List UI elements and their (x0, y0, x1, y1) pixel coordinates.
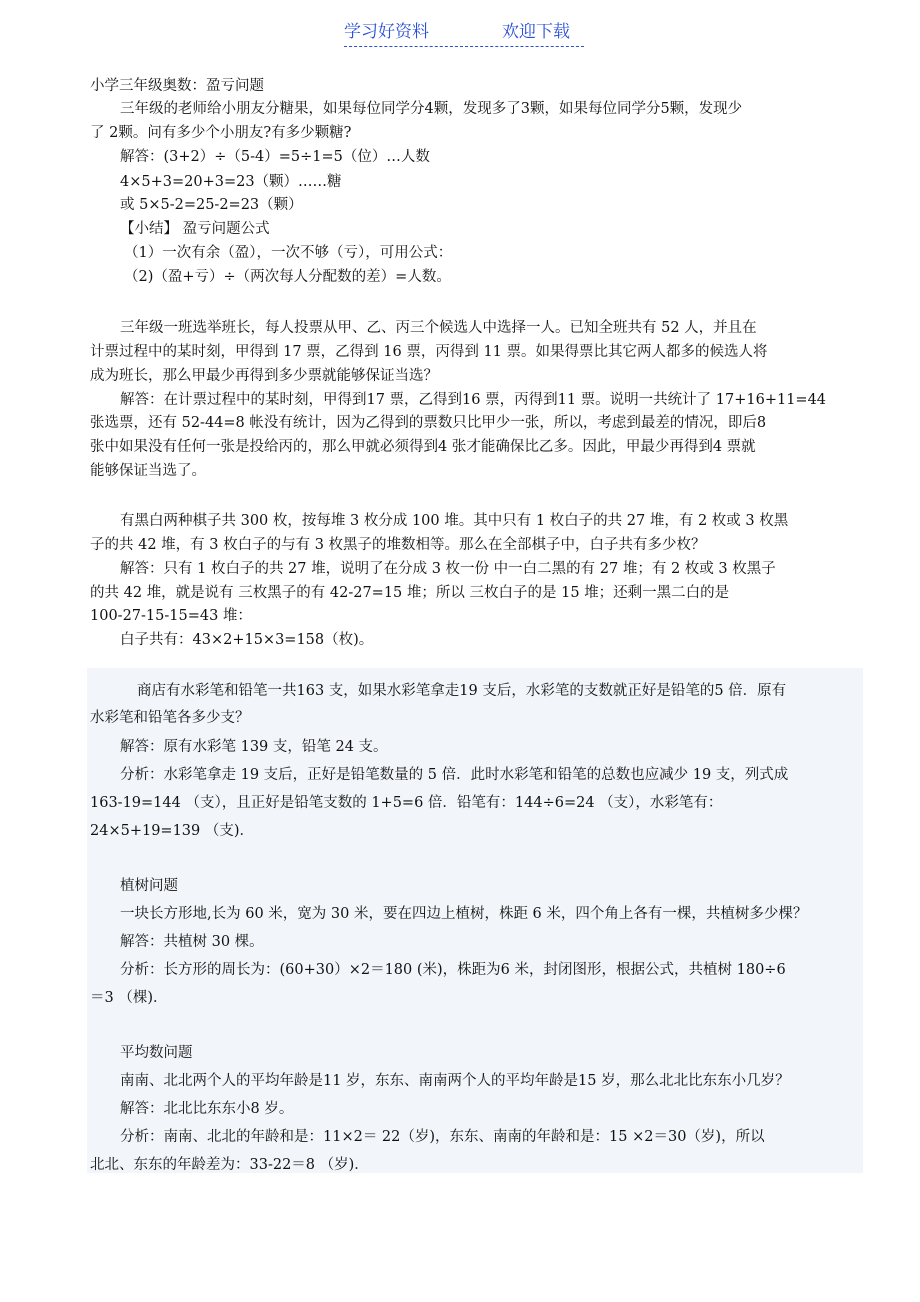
analysis-line: 163-19=144 （支），且正好是铅笔支数的 1+5=6 倍．铅笔有：144÷6=24 （支），水彩笔有： (90, 795, 723, 811)
answer-line: 张选票，还有 52-44=8 帐没有统计，因为乙得到的票数只比甲少一张，所以，考虑到最差的情况，即后8 (90, 415, 767, 431)
answer-line: 解答：在计票过程中的某时刻，甲得到17 票，乙得到16 票，丙得到11 票。说明一共统计了 17+16+11=44 (120, 392, 827, 408)
analysis-line: 24×5+19=139 （支)． (90, 823, 255, 839)
question-line: 商店有水彩笔和铅笔一共163 支，如果水彩笔拿走19 支后，水彩笔的支数就正好是铅笔的5 倍．原有 (137, 683, 787, 699)
answer-line: 或 5×5-2=25-2=23（颗） (120, 197, 303, 213)
answer-line: 解答：北北比东东小8 岁。 (120, 1101, 294, 1117)
header-right-text: 欢迎下载 (502, 22, 570, 42)
answer-line: 张中如果没有任何一张是投给丙的，那么甲就必须得到4 张才能确保比乙多。因此，甲最少再得到4 票就 (90, 439, 756, 455)
formula-line: （2)（盈+亏）÷（两次每人分配数的差）=人数。 (124, 269, 451, 285)
header-left-text: 学习好资料 (344, 22, 429, 42)
answer-line: 解答：只有 1 枚白子的共 27 堆，说明了在分成 3 枚一份 中一白二黑的有 27 堆；有 2 枚或 3 枚黑子 (120, 561, 776, 577)
question-line: 有黑白两种棋子共 300 枚，按每堆 3 枚分成 100 堆。其中只有 1 枚白子的共 27 堆，有 2 枚或 3 枚黑 (120, 513, 789, 529)
question-line: 计票过程中的某时刻，甲得到 17 票，乙得到 16 票，丙得到 11 票。如果得票比其它两人都多的候选人将 (90, 344, 768, 360)
answer-line: 的共 42 堆，就是说有 三枚黑子的有 42-27=15 堆；所以 三枚白子的是 15 堆；还剩一黑二白的是 (90, 585, 730, 601)
section-title: 平均数问题 (120, 1045, 193, 1061)
analysis-line: 分析：南南、北北的年龄和是：11×2＝ 22（岁)，东东、南南的年龄和是：15 ×2＝30（岁)，所以 (120, 1129, 765, 1145)
answer-line: 100-27-15-15=43 堆： (90, 608, 252, 624)
analysis-line: 分析：水彩笔拿走 19 支后，正好是铅笔数量的 5 倍．此时水彩笔和铅笔的总数也应减少 19 支，列式成 (120, 767, 789, 783)
question-line: 一块长方形地,长为 60 米，宽为 30 米，要在四边上植树，株距 6 米，四个角上各有一棵，共植树多少棵？ (120, 906, 808, 922)
answer-line: 4×5+3=20+3=23（颗）……糖 (120, 174, 342, 190)
summary-title: 【小结】 盈亏问题公式 (120, 221, 270, 237)
answer-line: 能够保证当选了。 (90, 463, 206, 479)
question-line: 三年级一班选举班长，每人投票从甲、乙、丙三个候选人中选择一人。已知全班共有 52 人，并且在 (120, 320, 757, 336)
section-title: 小学三年级奥数：盈亏问题 (90, 78, 264, 94)
question-line: 三年级的老师给小朋友分糖果，如果每位同学分4颗，发现多了3颗，如果每位同学分5颗，发现少 (120, 101, 743, 117)
question-line: 了 2颗。问有多少个小朋友?有多少颗糖? (90, 125, 352, 141)
answer-line: 解答：共植树 30 棵。 (120, 934, 264, 950)
analysis-line: 北北、东东的年龄差为：33-22＝8 （岁)． (90, 1157, 369, 1173)
section-title: 植树问题 (120, 878, 178, 894)
analysis-line: ＝3 （棵)． (90, 990, 168, 1006)
answer-line: 白子共有：43×2+15×3=158（枚)。 (120, 632, 374, 648)
analysis-line: 分析：长方形的周长为：(60+30）×2＝180 (米)，株距为6 米，封闭图形，根据公式，共植树 180÷6 (120, 962, 786, 978)
question-line: 南南、北北两个人的平均年龄是11 岁，东东、南南两个人的平均年龄是15 岁，那么北北比东东小几岁？ (120, 1073, 790, 1089)
question-line: 水彩笔和铅笔各多少支？ (90, 710, 250, 726)
page-header (344, 20, 584, 47)
question-line: 子的共 42 堆，有 3 枚白子的与有 3 枚黑子的堆数相等。那么在全部棋子中，白子共有多少枚？ (90, 537, 706, 553)
formula-line: （1）一次有余（盈），一次不够（亏），可用公式： (124, 245, 453, 261)
answer-line: 解答：(3+2）÷（5-4）=5÷1=5（位）…人数 (120, 149, 430, 165)
question-line: 成为班长，那么甲最少再得到多少票就能够保证当选？ (90, 368, 438, 384)
answer-line: 解答：原有水彩笔 139 支，铅笔 24 支。 (120, 739, 388, 755)
